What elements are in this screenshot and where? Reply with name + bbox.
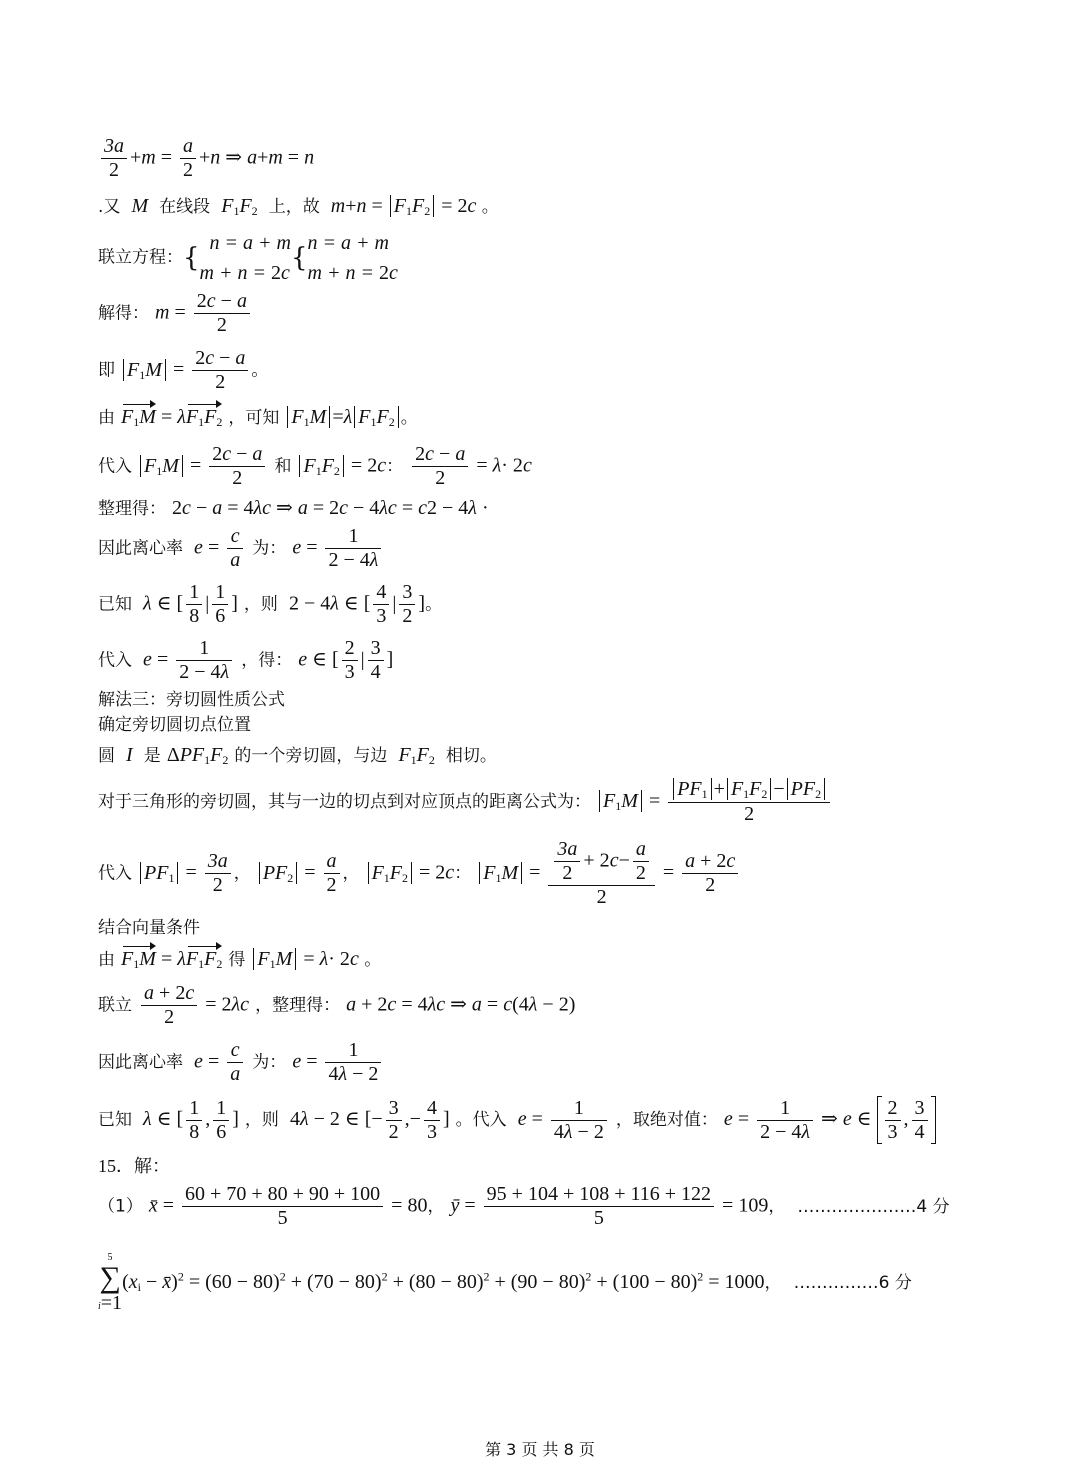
- eq-line-11: 代入 e = $\frac{1}{2 - 4\lambda}$ ，得： e ∈ [ $\frac{2}{3}$ | $\frac{3}{4}$ ]: [98, 637, 394, 683]
- fraction: $\frac{a}{2}$: [180, 135, 196, 182]
- fraction: $\frac{c}{a}$: [227, 525, 243, 572]
- fraction: $\frac{1}{6}$: [213, 1097, 229, 1144]
- eq-line-10: 已知 λ ∈ [ $\frac{1}{8}$ | $\frac{1}{6}$ ] ，则 2 − 4λ ∈ [ $\frac{4}{3}$ | $\frac{3}{2}$ ]。: [98, 581, 443, 627]
- fraction: $\frac{1}{4\lambda - 2}$: [551, 1097, 607, 1144]
- eq-line-15: 对于三角形的旁切圆，其与一边的切点到对应顶点的距离公式为： $F_1M$ = $\frac{PF_1 + F_1F_2 - PF_2}{2}$: [98, 778, 833, 826]
- fraction: $\frac{1}{8}$: [186, 581, 202, 628]
- fraction: $\frac{3a}{2}$ + 2c− $\frac{a}{2}$ 2: [548, 838, 654, 909]
- fraction: $\frac{1}{4\lambda - 2}$: [325, 1039, 381, 1086]
- eq-line-21: 已知 λ ∈ [ $\frac{1}{8}$ , $\frac{1}{6}$ ] ，则 4λ − 2 ∈ [− $\frac{3}{2}$ ,− $\frac{4}{3}$ ] 。代入 e = $\frac{1}{4\lambda - 2}$ ，取绝对值： e = $\frac{1}{2 - 4\lambda}$ ⇒ e ∈ $\frac{2}{3}$ , $\frac{3}{4}$: [98, 1096, 936, 1144]
- fraction: $\frac{3a}{2}$: [101, 135, 127, 182]
- fraction: $\frac{2c - a}{2}$: [194, 290, 250, 337]
- fraction: $\frac{60 + 70 + 80 + 90 + 100}{5}$: [182, 1183, 383, 1230]
- eq-line-4: 解得： m = $\frac{2c - a}{2}$: [98, 290, 253, 337]
- eq-line-5: 即 $F_1M$ = $\frac{2c - a}{2}$ 。: [98, 347, 269, 393]
- eq-line-3: 联立方程：{ n = a + m m + n = 2c { n = a + m m + n = 2c: [98, 232, 398, 284]
- problem-15-heading: 15．解：: [98, 1156, 170, 1176]
- fraction: $\frac{1}{2 - 4\lambda}$: [757, 1097, 813, 1144]
- fraction: $\frac{2}{3}$: [342, 637, 358, 684]
- fraction: $\frac{c}{a}$: [227, 1039, 243, 1086]
- eq-line-24: 5 ∑ i=1 ($x_i$ − x̄)$^2$ = $(60 - 80)^2 + (70 - 80)^2 + (80 - 80)^2 + (90 - 80)^2 + (100 - 80)^2 = 1000$， ……………6 分: [98, 1252, 912, 1314]
- fraction: $\frac{PF_1 + F_1F_2 - PF_2}{2}$: [668, 778, 830, 826]
- eq-line-19: 联立 $\frac{a + 2c}{2}$ = 2λc ，整理得： a + 2c = 4λc ⇒ a = c(4λ − 2): [98, 982, 576, 1028]
- eq-line-2: .又 M 在线段 $F_1F_2$ 上，故 $m+n = F_1F_2 = 2c$ 。: [98, 195, 499, 218]
- page-footer: 第 3 页 共 8 页: [485, 1440, 595, 1459]
- subheading: 结合向量条件: [98, 918, 200, 938]
- fraction: $\frac{2c - a}{2}$: [209, 443, 265, 490]
- fraction: $\frac{4}{3}$: [373, 581, 389, 628]
- fraction: $\frac{95 + 104 + 108 + 116 + 122}{5}$: [484, 1183, 714, 1230]
- fraction: $\frac{3}{2}$: [386, 1097, 402, 1144]
- eq-line-16: 代入 $PF_1$ = $\frac{3a}{2}$ ， $PF_2$ = $\frac{a}{2}$ ， $F_1F_2 = 2c$： $F_1M$ = $\frac{3a}{2}$ + 2c− $\frac{a}{2}$ 2 = $\frac{a + 2c}{2}$: [98, 838, 741, 909]
- fraction: $\frac{1}{6}$: [212, 581, 228, 628]
- fraction: $\frac{a + 2c}{2}$: [682, 850, 738, 897]
- eq-line-1: $\frac{3a}{2}$ +m = $\frac{a}{2}$ +n ⇒ a+m = n: [98, 135, 314, 182]
- eq-line-14: 圆 I 是 $\Delta PF_1F_2$ 的一个旁切圆，与边 $F_1F_2$ 相切。: [98, 744, 497, 767]
- fraction: $\frac{3}{2}$: [399, 581, 415, 628]
- eq-line-8: 整理得： 2c − a = 4λc ⇒ a = 2c − 4λc = c2 − 4λ ·: [98, 497, 489, 519]
- subheading: 确定旁切圆切点位置: [98, 715, 251, 735]
- fraction: $\frac{3}{4}$: [912, 1097, 928, 1144]
- fraction: $\frac{1}{2 - 4\lambda}$: [176, 637, 232, 684]
- fraction: $\frac{2}{3}$: [885, 1097, 901, 1144]
- fraction: $\frac{3}{4}$: [368, 637, 384, 684]
- section-heading: 解法三：旁切圆性质公式: [98, 690, 285, 710]
- eq-line-18: 由 $F_1M = \lambda F_1F_2$ 得 $F_1M = \lambda\cdot 2c$ 。: [98, 948, 382, 971]
- fraction: $\frac{a}{2}$: [324, 850, 340, 897]
- fraction: $\frac{1}{8}$: [186, 1097, 202, 1144]
- eq-line-20: 因此离心率 e = $\frac{c}{a}$ 为： e = $\frac{1}{4\lambda - 2}$: [98, 1039, 384, 1086]
- fraction: $\frac{4}{3}$: [424, 1097, 440, 1144]
- fraction: $\frac{2c - a}{2}$: [412, 443, 468, 490]
- fraction: $\frac{2c - a}{2}$: [192, 347, 248, 394]
- fraction: $\frac{1}{2 - 4\lambda}$: [325, 525, 381, 572]
- eq-line-9: 因此离心率 e = $\frac{c}{a}$ 为： e = $\frac{1}{2 - 4\lambda}$: [98, 525, 384, 572]
- eq-line-23: （1） x̄ = $\frac{60 + 70 + 80 + 90 + 100}{5}$ = 80， ȳ = $\frac{95 + 104 + 108 + 116 + 122}{5}$ = 109， …………………4 分: [98, 1183, 950, 1229]
- eq-line-7: 代入 $F_1M$ = $\frac{2c - a}{2}$ 和 $F_1F_2 = 2c$： $\frac{2c - a}{2}$ = λ· 2c: [98, 443, 532, 489]
- fraction: $\frac{3a}{2}$: [205, 850, 231, 897]
- eq-line-6: 由 $F_1M = \lambda F_1F_2$ ，可知 $F_1M =\lambda$ $F_1F_2$ 。: [98, 406, 418, 429]
- fraction: $\frac{a + 2c}{2}$: [141, 982, 197, 1029]
